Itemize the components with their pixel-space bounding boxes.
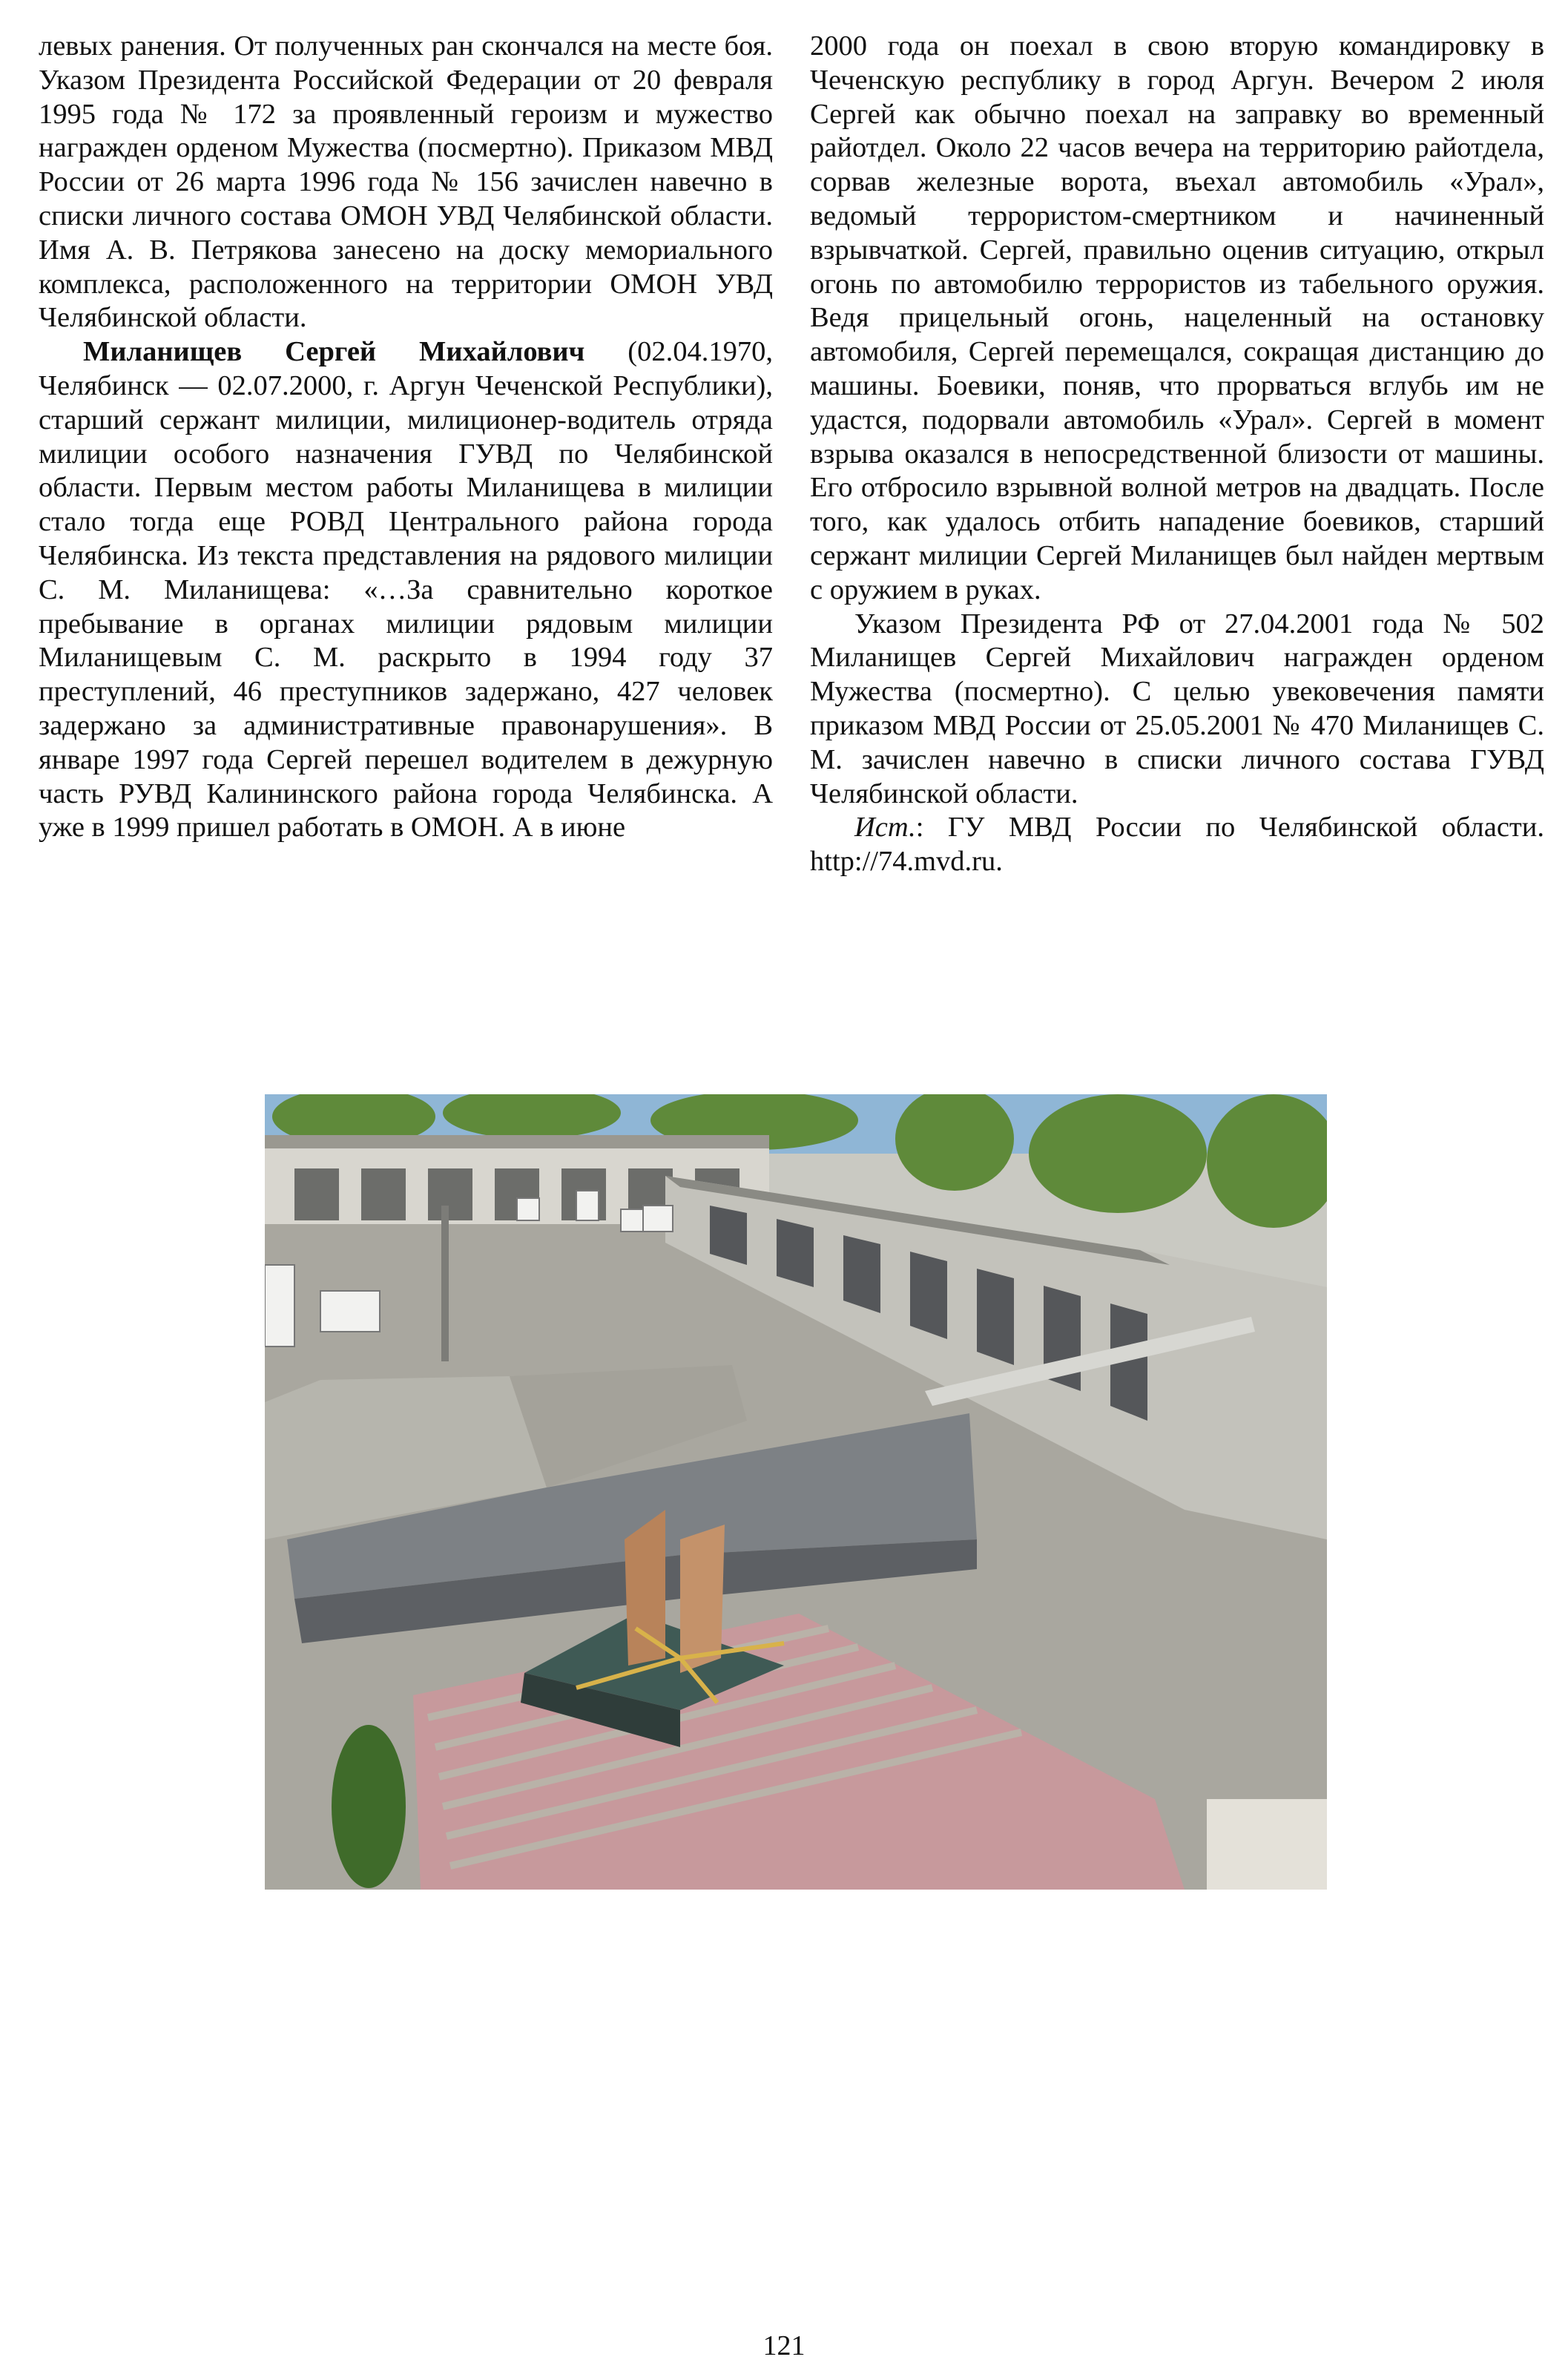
shrub — [332, 1725, 406, 1888]
paragraph-petryakov-end: левых ранения. От полученных ран скончался на месте боя. Указом Президента Российской Федерации от 20 февраля 1995 года № 172 за проявленный героизм и мужество награжден орденом Мужества (посмертно). Приказом МВД России от 26 марта 1996 года № 156 зачислен навечно в списки личного состава ОМОН УВД Челябинской области. Имя А. В. Петрякова занесено на доску мемориального комплекса, расположенного на территории ОМОН УВД Челябинской области. — [39, 30, 773, 334]
left-text-column — [39, 30, 773, 845]
paragraph-argun-incident: 2000 года он поехал в свою вторую командировку в Чеченскую республику в город Аргун. Вечером 2 июля Сергей как обычно поехал на заправку во временный райотдел. Около 22 часов вечера на территорию райотдела, сорвав железные ворота, въехал автомобиль «Урал», ведомый террористом-смертником и начиненный взрывчаткой. Сергей, правильно оценив ситуацию, открыл огонь по автомобилю террористов из табельного оружия. Ведя прицельный огонь, нацеленный на остановку автомобиля, Сергей перемещался, сокращая дистанцию до машины. Боевики, поняв, что прорваться вглубь им не удастся, подорвали автомобиль «Урал». Сергей в момент взрыва оказался в непосредственной близости от машины. Его отбросило взрывной волной метров на двадцать. После того, как удалось отбить нападение боевиков, старший сержант милиции Сергей Миланищев был найден мертвым с оружием в руках. — [810, 30, 1544, 605]
source-text: : ГУ МВД России по Челябинской области. http://74.mvd.ru. — [810, 812, 1544, 878]
person-name-bold: Миланищев Сергей Михайлович — [83, 336, 585, 368]
paragraph-source — [810, 811, 1544, 879]
bio-text: (02.04.1970, Челябинск — 02.07.2000, г. Аргун Чеченской Республики), старший сержант милиции, милиционер-водитель отряда милиции особого назначения ГУВД по Челябинской области. Первым местом работы Миланищева в милиции стало тогда еще РОВД Центрального района города Челябинска. Из текста представления на рядового милиции С. М. Миланищева: «…За сравнительно короткое пребывание в органах милиции рядовым милиции Миланищевым С. М. раскрыто в 1994 году 37 преступлений, 46 преступников задержано, 427 человек задержано за административные правонарушения». В январе 1997 года Сергей перешел водителем в дежурную часть РУВД Калининского района города Челябинска. А уже в 1999 пришел работать в ОМОН. А в июне — [39, 336, 773, 844]
source-label: Ист. — [854, 812, 916, 844]
right-text-column — [810, 30, 1544, 879]
paragraph-milanishchev-bio — [39, 335, 773, 845]
memorial-photo — [265, 1094, 1327, 1890]
page-number: 121 — [762, 2330, 806, 2361]
memorial-photo-illustration — [265, 1094, 1327, 1890]
paragraph-award: Указом Президента РФ от 27.04.2001 года № 502 Миланищев Сергей Михайлович награжден орденом Мужества (посмертно). С целью увековечения памяти приказом МВД России от 25.05.2001 № 470 Миланищев С. М. зачислен навечно в списки личного состава ГУВД Челябинской области. — [810, 608, 1544, 809]
